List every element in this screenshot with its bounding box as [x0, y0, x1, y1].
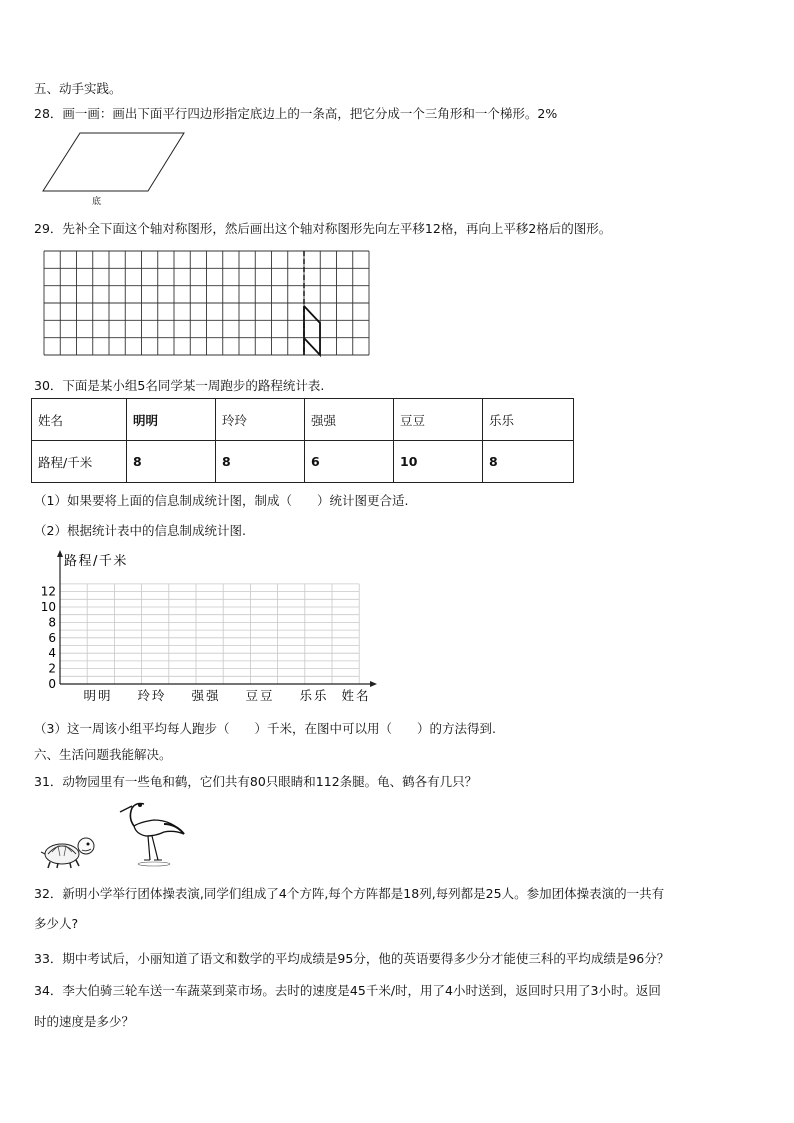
chart-grid: [60, 584, 359, 684]
question-34-line1: 34．李大伯骑三轮车送一车蔬菜到菜市场。去时的速度是45千米/时，用了4小时送到，返回时只用了3小时。返回: [34, 983, 661, 998]
parallelogram-shape: [43, 133, 184, 191]
base-label: 底: [92, 197, 102, 207]
table-cell: 8: [216, 441, 305, 483]
crane-icon: [114, 800, 190, 870]
section-title: 六、生活问题我能解决。: [34, 747, 172, 762]
question-34-line2: 时的速度是多少？: [34, 1014, 135, 1029]
x-tick-label: 明明: [83, 688, 113, 703]
y-tick-label: 12: [40, 584, 56, 599]
symmetry-grid: [40, 249, 376, 359]
question-29-text: 29．先补全下面这个轴对称图形，然后画出这个轴对称图形先向左平移12格，再向上平移2格后的图形。: [34, 221, 612, 236]
table-row: [32, 441, 574, 483]
parallelogram-figure: [38, 130, 193, 212]
table-cell: 强强: [305, 399, 394, 441]
half-figure: [304, 306, 320, 355]
question-32-line1: 32．新明小学举行团体操表演,同学们组成了4个方阵,每个方阵都是18列,每列都是25人。参加团体操表演的一共有: [34, 886, 665, 901]
x-axis-arrow: [370, 681, 377, 687]
y-tick-label: 4: [48, 646, 56, 661]
question-28-text: 28．画一画：画出下面平行四边形指定底边上的一条高，把它分成一个三角形和一个梯形。2%: [34, 106, 558, 121]
question-33-text: 33．期中考试后，小丽知道了语文和数学的平均成绩是95分，他的英语要得多少分才能使三科的平均成绩是96分？: [34, 951, 670, 966]
table-cell: 乐乐: [483, 399, 574, 441]
table-row-label: 路程/千米: [32, 441, 127, 483]
x-tick-label: 强强: [191, 688, 221, 703]
x-tick-label: 乐乐: [299, 688, 329, 703]
y-tick-label: 6: [48, 630, 56, 645]
table-cell: 豆豆: [394, 399, 483, 441]
y-tick-label: 2: [48, 661, 56, 676]
question-30-text: 30．下面是某小组5名同学某一周跑步的路程统计表.: [34, 378, 325, 393]
question-32-line2: 多少人?: [34, 916, 79, 931]
y-tick-label: 10: [40, 600, 56, 614]
table-cell: 明明: [127, 399, 216, 441]
table-cell: 6: [305, 441, 394, 483]
y-axis-label: 路程/千米: [64, 554, 128, 569]
table-cell: 玲玲: [216, 399, 305, 441]
table-cell: 10: [394, 441, 483, 483]
chart-axes: [57, 550, 377, 687]
x-tick-label: 豆豆: [245, 688, 275, 703]
table-cell: 8: [483, 441, 574, 483]
y-axis-arrow: [57, 550, 63, 557]
question-30-sub3: （3）这一周该小组平均每人跑步（ ）千米，在图中可以用（ ）的方法得到.: [34, 721, 496, 736]
y-tick-label: 0: [48, 677, 56, 691]
x-tick-label: 玲玲: [137, 688, 167, 703]
section-title: 五、动手实践。: [34, 81, 122, 96]
turtle-icon: [38, 828, 102, 870]
question-31-text: 31．动物园里有一些龟和鹤，它们共有80只眼睛和112条腿。龟、鹤各有几只？: [34, 774, 478, 789]
table-row: [32, 399, 574, 441]
table-cell: 8: [127, 441, 216, 483]
question-30-sub2: （2）根据统计表中的信息制成统计图.: [34, 523, 246, 538]
table-header-label: 姓名: [32, 399, 127, 441]
bar-chart-frame: [30, 548, 380, 708]
question-30-sub1: （1）如果要将上面的信息制成统计图，制成（ ）统计图更合适.: [34, 493, 409, 508]
x-axis-label: 姓名: [341, 688, 371, 703]
chart-labels: [41, 553, 371, 703]
y-tick-label: 8: [48, 615, 56, 630]
stats-table: [31, 398, 574, 483]
